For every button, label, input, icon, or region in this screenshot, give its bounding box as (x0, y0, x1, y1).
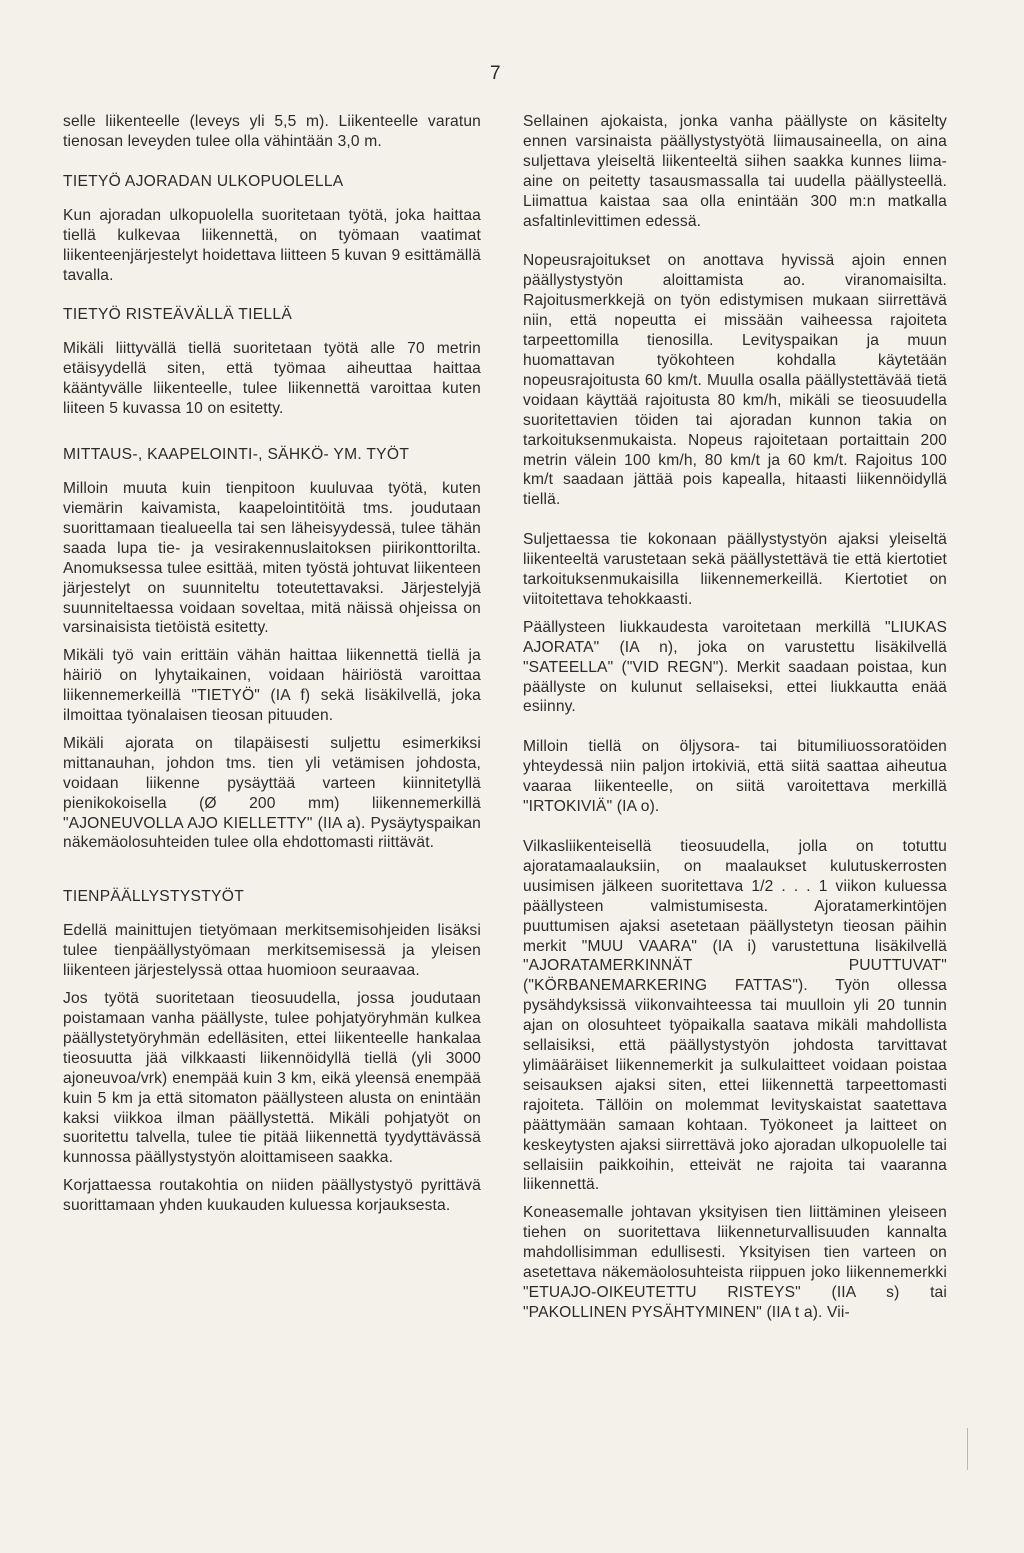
paragraph: Vilkasliikenteisellä tieosuudella, jolla on totuttu ajoratamaalauksiin, on maalaukset kulutuskerrosten uusimisen jälkeen suoritettava 1/2 . . . 1 viikon kuluessa päällysteen valmistumisesta. Ajoratamerkintöjen puuttumisen ajaksi asetetaan päällystetyn tieosan päihin merkit "MUU VAARA" (IA i) varustettuna lisäkilvellä "AJORATAMERKINNÄT PUUTTUVAT" ("KÖRBANEMARKERING FATTAS"). Työn ollessa pysähdyksissä viikonvaihteessa tai muulloin yli 20 tunnin ajan on olosuhteet työpaikalla saatava mikäli mahdollista sellaisiksi, että päällystystyön johdosta tarvittavat ylimääräiset liikennemerkit ja sulkulaitteet voidaan poistaa seisauksen ajaksi siten, ettei liikennettä tarpeettomasti rajoiteta. Tällöin on molemmat levityskaistat saatettava päättymään samaan kohtaan. Työkoneet ja laitteet on keskeytysten ajaksi siirrettävä joko ajoradan ulkopuolelle tai sellaisiin paikkoihin, etteivät ne rajoita tai vaaranna liikennettä. (523, 838, 947, 1194)
section-heading-road-paving-work: TIENPÄÄLLYSTYSTYÖT (63, 888, 245, 906)
paragraph: Kun ajoradan ulkopuolella suoritetaan työtä, joka haittaa tiellä kulkevaa liikennettä, on työmaan vaatimat liikenteenjärjestelyt hoidettava liitteen 5 kuvan 9 esittämällä tavalla. (63, 206, 481, 284)
left-column (63, 112, 481, 1224)
section-heading-roadside-work: TIETYÖ AJORADAN ULKOPUOLELLA (63, 172, 344, 190)
paragraph: Päällysteen liukkaudesta varoitetaan merkillä "LIUKAS AJORATA" (IA n), joka on varustettu lisäkilvellä "SATEELLA" ("VID REGN"). Merkit saadaan poistaa, kun päällyste on kulunut sellaiseksi, ettei liukkautta enää esiinny. (523, 618, 947, 716)
paragraph: Mikäli liittyvällä tiellä suoritetaan työtä alle 70 metrin etäisyydellä siten, että työmaa aiheuttaa haittaa kääntyvälle liikenteelle, tulee liikennettä varoittaa kuten liiteen 5 kuvassa 10 on esitetty. (63, 340, 481, 418)
paragraph: Milloin muuta kuin tienpitoon kuuluvaa työtä, kuten viemärin kaivamista, kaapelointitöitä tms. joudutaan suorittamaan tiealueella tai sen läheisyydessä, tulee tähän saada lupa tie- ja vesirakennuslaitoksen piirikonttorilta. Anomuksessa tulee esittää, miten työstä johtuvat liikenteen järjestelyt on suunniteltu toteutettavaksi. Järjestelyjä suunniteltaessa voidaan soveltaa, mitä näissä ohjeissa on varsinaisista tietöistä esitetty. (63, 480, 481, 637)
right-column (523, 112, 947, 1331)
margin-mark (967, 1428, 968, 1470)
paragraph: Korjattaessa routakohtia on niiden päällystystyö pyrittävä suorittamaan yhden kuukauden kuluessa korjauksesta. (63, 1177, 481, 1215)
paragraph: Suljettaessa tie kokonaan päällystystyön ajaksi yleiseltä liikenteeltä varustetaan sekä päällystettävä tie että kiertotiet tarkoituksenmukaisilla liikennemerkeillä. Kiertotiet on viitoitettava tehokkaasti. (523, 531, 947, 608)
paragraph: Milloin tiellä on öljysora- tai bitumiliuossoratöiden yhteydessä niin paljon irtokiviä, että siitä saattaa aiheutua vaaraa liikenteelle, on siitä varoitettava merkillä "IRTOKIVIÄ" (IA o). (523, 738, 947, 816)
paragraph: Edellä mainittujen tietyömaan merkitsemisohjeiden lisäksi tulee tienpäällystyömaan merkitsemisessä ja yleisen liikenteen järjestelyssä ottaa huomioon seuraavaa. (63, 922, 481, 980)
page-number: 7 (490, 63, 501, 84)
paragraph: Sellainen ajokaista, jonka vanha päällyste on käsitelty ennen varsinaista päällystystyötä liimausaineella, on aina suljettava yleiseltä liikenteeltä siihen saakka kunnes liima-aine on peitetty tasausmassalla tai uudella päällysteellä. Liimattua kaistaa saa olla enintään 300 m:n matkalla asfaltinlevittimen edessä. (523, 113, 947, 230)
section-heading-measuring-cabling-work: MITTAUS-, KAAPELOINTI-, SÄHKÖ- YM. TYÖT (63, 446, 410, 464)
paragraph: Mikäli ajorata on tilapäisesti suljettu esimerkiksi mittanauhan, johdon tms. tien yli vetämisen johdosta, voidaan liikenne pysäyttää varteen kiinnitetyllä pienikokoisella (Ø 200 mm) liikennemerkillä "AJONEUVOLLA AJO KIELLETTY" (IIA a). Pysäytyspaikan näkemäolosuhteiden tulee olla ehdottomasti riittävät. (63, 734, 481, 852)
paragraph: Mikäli työ vain erittäin vähän haittaa liikennettä tiellä ja häiriö on lyhytaikainen, voidaan häiriöstä varoittaa liikennemerkeillä "TIETYÖ" (IA f) sekä lisäkilvellä, joka ilmoittaa työnalaisen tieosan pituuden. (63, 647, 481, 725)
paragraph: Koneasemalle johtavan yksityisen tien liittäminen yleiseen tiehen on suoritettava liikenneturvallisuuden kannalta mahdollisimman edullisesti. Yksityisen tien varteen on asetettava näkemäolosuhteista riippuen joko liikennemerkki "ETUAJO-OIKEUTETTU RISTEYS" (IIA s) tai "PAKOLLINEN PYSÄHTYMINEN" (IIA t a). Vii- (523, 1204, 947, 1321)
paragraph: Nopeusrajoitukset on anottava hyvissä ajoin ennen päällystystyön aloittamista ao. viranomaisilta. Rajoitusmerkkejä on työn edistymisen mukaan siirrettävä niin, että nopeutta ei missään vaiheessa rajoiteta tarpeettomilla tienosilla. Levityspaikan ja muun huomattavan työkohteen kohdalla käytetään nopeusrajoitusta 60 km/t. Muulla osalla päällystettävää tietä voidaan käyttää rajoitusta 80 km/h, mikäli se tieosuudella suoritettavien töiden tai ajoradan kunnon takia on tarkoituksenmukaista. Nopeus rajoitetaan portaittain 200 metrin välein 100 km/h, 80 km/t ja 60 km/t. Rajoitus 100 km/t saadaan jättää pois kapealla, hitaasti liikennöidyllä tiellä. (523, 252, 947, 509)
intro-paragraph: selle liikenteelle (leveys yli 5,5 m). Liikenteelle varatun tienosan leveyden tulee olla vähintään 3,0 m. (63, 113, 481, 150)
paragraph: Jos työtä suoritetaan tieosuudella, jossa joudutaan poistamaan vanha päällyste, tulee pohjatyöryhmän kulkea päällystetyöryhmän edelläsiten, ettei liikenteelle hankalaa tieosuutta jää vilkkaasti liikennöidyllä tiellä (yli 3000 ajoneuvoa/vrk) enempää kuin 3 km, eikä yleensä enempää kuin 5 km ja että sitomaton päällysteen alusta on enintään kaksi viikkoa ilman päällystettä. Mikäli pohjatyöt on suoritettu talvella, tulee tie pitää liikennettä tyydyttävässä kunnossa päällystystyön aloittamiseen saakka. (63, 990, 481, 1167)
section-heading-crossing-road-work: TIETYÖ RISTEÄVÄLLÄ TIELLÄ (63, 306, 293, 324)
